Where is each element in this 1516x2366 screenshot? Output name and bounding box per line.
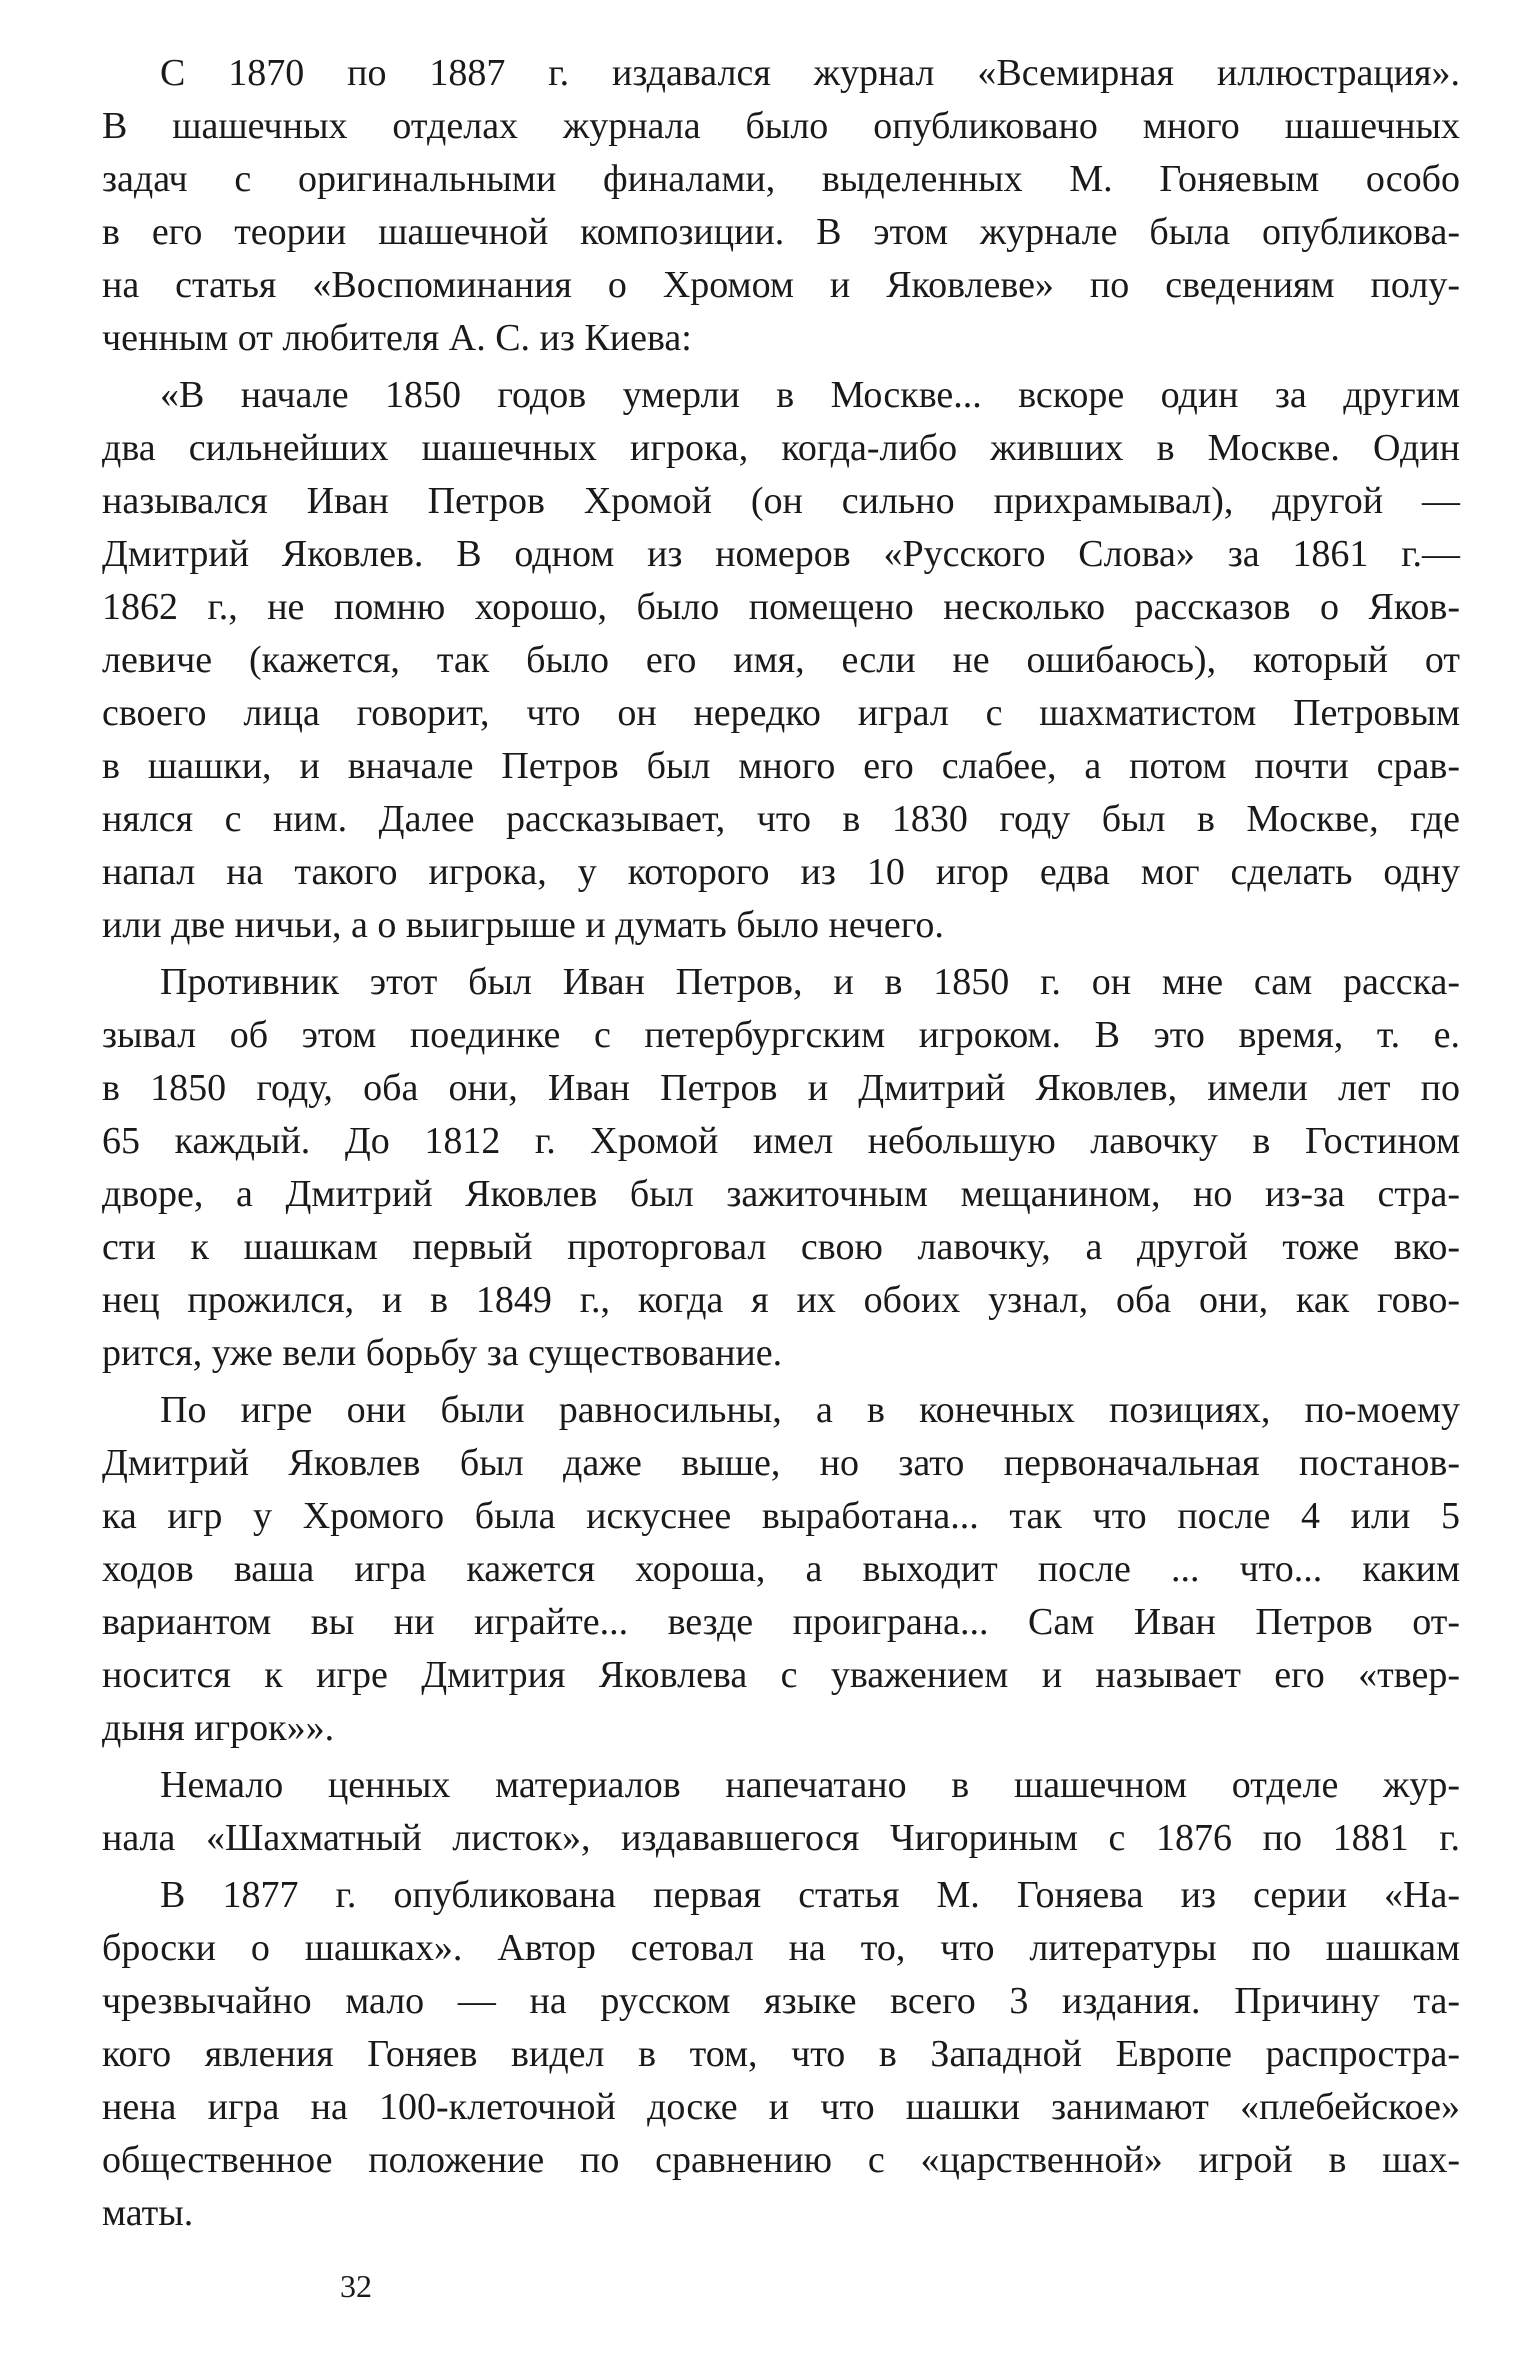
text-line: сти к шашкам первый проторговал свою лавочку, а другой тоже вко- [102, 1226, 1460, 1268]
text-line: В шашечных отделах журнала было опубликовано много шашечных [102, 105, 1460, 147]
text-line: «В начале 1850 годов умерли в Москве... вскоре один за другим [160, 374, 1460, 416]
text-line: маты. [102, 2192, 194, 2234]
text-line: в 1850 году, оба они, Иван Петров и Дмитрий Яковлев, имели лет по [102, 1067, 1460, 1109]
text-line: Дмитрий Яковлев. В одном из номеров «Русского Слова» за 1861 г.— [102, 533, 1460, 575]
text-line: общественное положение по сравнению с «царственной» игрой в шах- [102, 2139, 1460, 2181]
text-line: Немало ценных материалов напечатано в шашечном отделе жур- [160, 1764, 1460, 1806]
text-line: нец прожился, и в 1849 г., когда я их обоих узнал, оба они, как гово- [102, 1279, 1460, 1321]
text-line: своего лица говорит, что он нередко играл с шахматистом Петровым [102, 692, 1460, 734]
text-line: нена игра на 100-клеточной доске и что шашки занимают «плебейское» [102, 2086, 1460, 2128]
text-line: зывал об этом поединке с петербургским игроком. В это время, т. е. [102, 1014, 1460, 1056]
text-line: кого явления Гоняев видел в том, что в Западной Европе распростра- [102, 2033, 1460, 2075]
text-line: рится, уже вели борьбу за существование. [102, 1332, 783, 1374]
page-number: 32 [340, 2268, 372, 2304]
text-line: броски о шашках». Автор сетовал на то, что литературы по шашкам [102, 1927, 1460, 1969]
text-line: По игре они были равносильны, а в конечных позициях, по-моему [160, 1389, 1460, 1431]
text-line: чрезвычайно мало — на русском языке всего 3 издания. Причину та- [102, 1980, 1460, 2022]
text-line: напал на такого игрока, у которого из 10 игор едва мог сделать одну [102, 851, 1460, 893]
text-line: 1862 г., не помню хорошо, было помещено несколько рассказов о Яков- [102, 586, 1460, 628]
text-line: Противник этот был Иван Петров, и в 1850 г. он мне сам расска- [160, 961, 1460, 1003]
text-line: вариантом вы ни играйте... везде проиграна... Сам Иван Петров от- [102, 1601, 1460, 1643]
text-line: Дмитрий Яковлев был даже выше, но зато первоначальная постанов- [102, 1442, 1460, 1484]
text-line: носится к игре Дмитрия Яковлева с уважением и называет его «твер- [102, 1654, 1460, 1696]
text-line: ченным от любителя А. С. из Киева: [102, 317, 692, 359]
text-line: задач с оригинальными финалами, выделенных М. Гоняевым особо [102, 158, 1460, 200]
text-line: назывался Иван Петров Хромой (он сильно прихрамывал), другой — [102, 480, 1460, 522]
text-line: в его теории шашечной композиции. В этом журнале была опубликова- [102, 211, 1460, 253]
text-line: дыня игрок»». [102, 1707, 335, 1749]
text-line: С 1870 по 1887 г. издавался журнал «Всемирная иллюстрация». [160, 52, 1460, 94]
text-line: дворе, а Дмитрий Яковлев был зажиточным мещанином, но из-за стра- [102, 1173, 1460, 1215]
text-line: на статья «Воспоминания о Хромом и Яковлеве» по сведениям полу- [102, 264, 1460, 306]
text-line: нала «Шахматный листок», издававшегося Чигориным с 1876 по 1881 г. [102, 1817, 1460, 1859]
text-line: ка игр у Хромого была искуснее выработана... так что после 4 или 5 [102, 1495, 1460, 1537]
text-line: левиче (кажется, так было его имя, если не ошибаюсь), который от [102, 639, 1460, 681]
text-line: два сильнейших шашечных игрока, когда-либо живших в Москве. Один [102, 427, 1460, 469]
text-line: в шашки, и вначале Петров был много его слабее, а потом почти срав- [102, 745, 1460, 787]
text-line: нялся с ним. Далее рассказывает, что в 1830 году был в Москве, где [102, 798, 1460, 840]
text-line: В 1877 г. опубликована первая статья М. Гоняева из серии «На- [160, 1874, 1460, 1916]
text-line: или две ничьи, а о выигрыше и думать было нечего. [102, 904, 944, 946]
text-line: 65 каждый. До 1812 г. Хромой имел небольшую лавочку в Гостином [102, 1120, 1460, 1162]
text-line: ходов ваша игра кажется хороша, а выходит после ... что... каким [102, 1548, 1460, 1590]
